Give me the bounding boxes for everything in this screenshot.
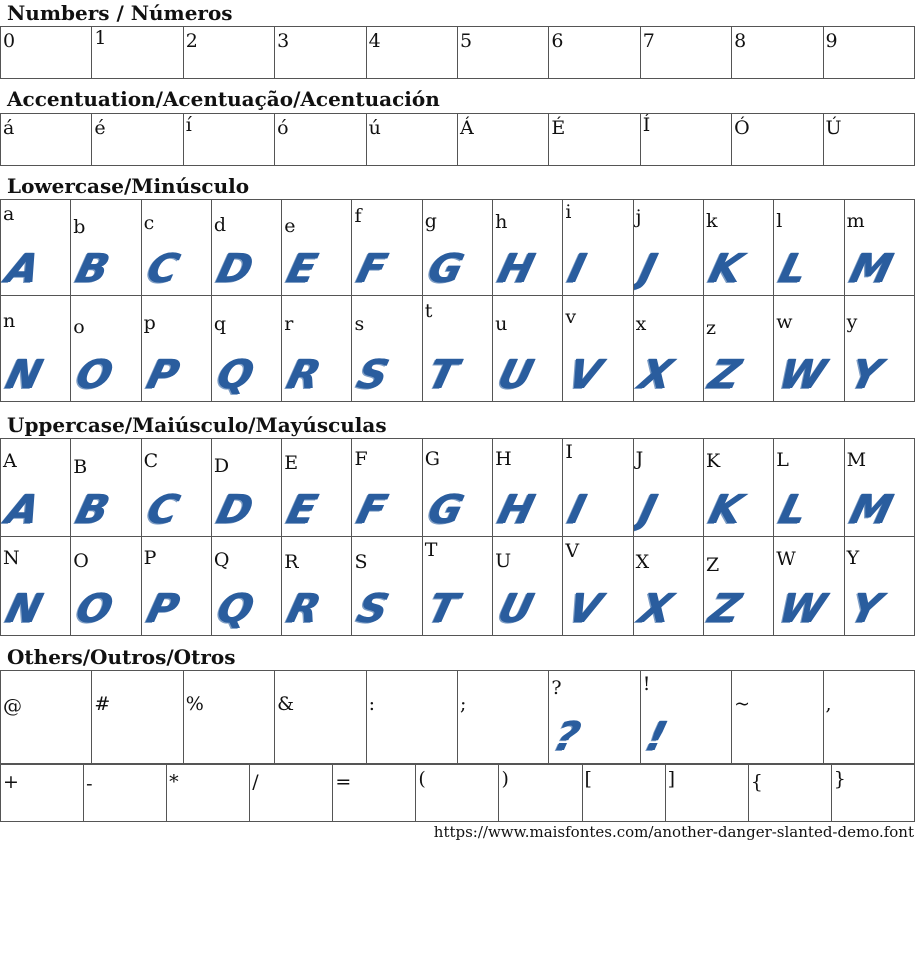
cell-label: Q	[213, 549, 230, 571]
others-table-2	[0, 764, 915, 822]
glyph-cell-accents-3	[183, 114, 274, 166]
cell-label: #	[94, 693, 111, 715]
cell-label: J	[635, 448, 644, 470]
cell-label: X	[635, 551, 650, 573]
cell-label: &	[277, 693, 295, 715]
font-preview-glyph: U	[493, 352, 537, 398]
glyph-cell-uppercase-1	[1, 439, 71, 537]
cell-label: R	[284, 551, 299, 573]
glyph-cell-lowercase-2	[71, 296, 141, 402]
glyph-cell-accents-6	[457, 114, 548, 166]
glyph-cell-lowercase-2	[71, 200, 141, 296]
glyph-cell-others-8	[582, 765, 665, 822]
glyph-cell-uppercase-2	[71, 537, 141, 636]
font-preview-glyph: B	[71, 487, 113, 533]
font-preview-glyph: J	[633, 487, 660, 533]
cell-label: P	[143, 547, 157, 569]
glyph-cell-uppercase-11	[703, 439, 773, 537]
cell-label: K	[705, 450, 721, 472]
font-preview-glyph: C	[141, 246, 182, 292]
glyph-cell-uppercase-4	[211, 439, 281, 537]
glyph-cell-uppercase-11	[703, 537, 773, 636]
cell-label: u	[495, 313, 508, 335]
font-preview-glyph: S	[352, 586, 393, 632]
accents-table	[0, 113, 915, 166]
glyph-cell-others-3	[167, 765, 250, 822]
cell-label: *	[169, 771, 179, 793]
cell-label: -	[86, 773, 93, 795]
glyph-cell-numbers-1	[1, 27, 92, 79]
font-preview-glyph: I	[563, 487, 590, 533]
font-preview-glyph: Z	[704, 586, 744, 632]
cell-label: !	[642, 673, 651, 695]
glyph-cell-accents-8	[640, 114, 731, 166]
font-preview-glyph: R	[282, 352, 324, 398]
glyph-cell-uppercase-4	[211, 537, 281, 636]
cell-label: 7	[642, 30, 655, 52]
cell-label: 4	[368, 30, 381, 52]
font-preview-glyph: ?	[549, 714, 584, 760]
cell-label: D	[213, 455, 230, 477]
font-preview-glyph: D	[212, 246, 256, 292]
glyph-cell-lowercase-4	[211, 200, 281, 296]
glyph-cell-uppercase-10	[633, 439, 703, 537]
cell-label: c	[143, 212, 155, 234]
others-title: Others/Outros/Otros	[7, 645, 236, 669]
cell-label: o	[73, 316, 85, 338]
font-preview-glyph: K	[704, 487, 746, 533]
cell-label: ,	[825, 693, 832, 715]
cell-label: =	[335, 771, 352, 793]
font-preview-glyph: P	[141, 352, 182, 398]
font-preview-glyph: X	[633, 352, 676, 398]
cell-label: b	[73, 216, 86, 238]
cell-label: C	[143, 450, 159, 472]
cell-label: á	[3, 117, 15, 139]
glyph-cell-lowercase-1	[1, 200, 71, 296]
cell-label: (	[418, 768, 426, 790]
cell-label: M	[846, 449, 867, 471]
glyph-cell-numbers-7	[549, 27, 640, 79]
glyph-cell-lowercase-11	[703, 200, 773, 296]
cell-label: F	[354, 448, 368, 470]
font-preview-glyph: R	[282, 586, 324, 632]
glyph-cell-uppercase-12	[774, 537, 844, 636]
cell-label: A	[3, 450, 17, 472]
cell-label: L	[776, 449, 789, 471]
glyph-cell-uppercase-3	[141, 537, 211, 636]
cell-label: T	[424, 539, 438, 561]
glyph-cell-lowercase-3	[141, 296, 211, 402]
cell-label: E	[284, 452, 299, 474]
glyph-cell-accents-5	[366, 114, 457, 166]
cell-label: s	[354, 313, 365, 335]
cell-label: 6	[551, 30, 564, 52]
font-preview-glyph: V	[563, 352, 606, 398]
font-preview-glyph: !	[640, 714, 670, 760]
cell-label: x	[635, 313, 647, 335]
cell-label: 0	[3, 30, 16, 52]
glyph-cell-others-9	[665, 765, 748, 822]
glyph-cell-lowercase-6	[352, 296, 422, 402]
cell-label: í	[185, 114, 192, 136]
cell-label: 8	[734, 30, 747, 52]
glyph-cell-others-3	[183, 671, 274, 764]
glyph-cell-others-10	[823, 671, 914, 764]
font-preview-glyph: Y	[844, 352, 885, 398]
glyph-cell-uppercase-5	[282, 537, 352, 636]
glyph-cell-numbers-8	[640, 27, 731, 79]
numbers-title: Numbers / Números	[7, 1, 233, 25]
cell-label: w	[776, 311, 793, 333]
cell-label: é	[94, 117, 106, 139]
glyph-cell-accents-4	[275, 114, 366, 166]
cell-label: }	[833, 768, 846, 790]
glyph-cell-numbers-9	[732, 27, 823, 79]
cell-label: 9	[825, 30, 838, 52]
cell-label: N	[3, 547, 20, 569]
font-preview-glyph: M	[844, 246, 896, 292]
glyph-cell-accents-2	[92, 114, 183, 166]
glyph-cell-others-2	[92, 671, 183, 764]
cell-label: l	[776, 210, 783, 232]
cell-label: ]	[667, 768, 676, 790]
glyph-cell-lowercase-1	[1, 296, 71, 402]
glyph-cell-uppercase-9	[563, 537, 633, 636]
cell-label: W	[776, 548, 796, 570]
font-preview-glyph: C	[141, 487, 182, 533]
cell-label: q	[213, 313, 227, 335]
glyph-cell-numbers-3	[183, 27, 274, 79]
font-preview-glyph: L	[774, 246, 811, 292]
font-preview-glyph: F	[352, 487, 391, 533]
glyph-cell-others-1	[1, 765, 84, 822]
lowercase-table	[0, 199, 915, 402]
font-preview-glyph: U	[493, 586, 537, 632]
numbers-table	[0, 26, 915, 79]
font-preview-glyph: Z	[704, 352, 744, 398]
glyph-cell-lowercase-3	[141, 200, 211, 296]
font-preview-glyph: X	[633, 586, 676, 632]
cell-label: Ú	[825, 117, 842, 139]
glyph-cell-others-5	[333, 765, 416, 822]
font-preview-glyph: Q	[212, 586, 257, 632]
glyph-cell-lowercase-12	[774, 296, 844, 402]
glyph-cell-lowercase-10	[633, 200, 703, 296]
glyph-cell-lowercase-7	[422, 296, 492, 402]
glyph-cell-numbers-2	[92, 27, 183, 79]
glyph-cell-lowercase-13	[844, 296, 914, 402]
glyph-cell-accents-1	[1, 114, 92, 166]
glyph-cell-uppercase-13	[844, 439, 914, 537]
cell-label: d	[213, 214, 227, 236]
glyph-cell-lowercase-5	[282, 200, 352, 296]
glyph-cell-others-2	[84, 765, 167, 822]
font-preview-glyph: H	[493, 246, 538, 292]
cell-label: Y	[846, 547, 860, 569]
lowercase-title: Lowercase/Minúsculo	[7, 174, 250, 198]
cell-label: j	[635, 206, 642, 228]
glyph-cell-others-8	[640, 671, 731, 764]
font-preview-glyph: H	[493, 487, 538, 533]
font-preview-glyph: Y	[844, 586, 885, 632]
font-preview-glyph: T	[423, 586, 461, 632]
font-preview-glyph: B	[71, 246, 113, 292]
cell-label: %	[185, 693, 204, 715]
cell-label: g	[424, 210, 437, 232]
cell-label: )	[501, 768, 509, 790]
glyph-cell-uppercase-12	[774, 439, 844, 537]
glyph-cell-lowercase-11	[703, 296, 773, 402]
glyph-cell-uppercase-7	[422, 537, 492, 636]
font-preview-glyph: T	[423, 352, 461, 398]
cell-label: e	[284, 215, 296, 237]
cell-label: @	[3, 695, 22, 717]
glyph-cell-uppercase-6	[352, 439, 422, 537]
glyph-cell-uppercase-2	[71, 439, 141, 537]
glyph-cell-uppercase-8	[493, 537, 563, 636]
cell-label: Z	[705, 554, 720, 576]
font-preview-glyph: P	[141, 586, 182, 632]
cell-label: 2	[185, 30, 198, 52]
cell-label: S	[354, 551, 368, 573]
glyph-cell-lowercase-6	[352, 200, 422, 296]
cell-label: U	[495, 550, 512, 572]
glyph-cell-others-1	[1, 671, 92, 764]
glyph-cell-lowercase-9	[563, 296, 633, 402]
glyph-cell-accents-7	[549, 114, 640, 166]
font-preview-glyph: O	[71, 352, 117, 398]
font-preview-glyph: I	[563, 246, 590, 292]
font-preview-glyph: A	[1, 487, 43, 533]
cell-label: z	[705, 317, 716, 339]
cell-label: V	[565, 540, 580, 562]
cell-label: I	[565, 441, 573, 463]
glyph-cell-accents-10	[823, 114, 914, 166]
font-preview-glyph: N	[1, 586, 46, 632]
glyph-cell-lowercase-8	[493, 200, 563, 296]
font-preview-glyph: E	[282, 246, 321, 292]
glyph-cell-numbers-5	[366, 27, 457, 79]
glyph-cell-lowercase-5	[282, 296, 352, 402]
font-preview-glyph: M	[844, 487, 896, 533]
font-preview-glyph: W	[774, 352, 830, 398]
cell-label: H	[495, 448, 512, 470]
font-preview-glyph: L	[774, 487, 811, 533]
cell-label: p	[143, 312, 156, 334]
cell-label: Ó	[734, 117, 750, 139]
glyph-cell-uppercase-5	[282, 439, 352, 537]
glyph-cell-uppercase-3	[141, 439, 211, 537]
cell-label: Á	[459, 117, 474, 139]
font-preview-glyph: J	[633, 246, 660, 292]
glyph-cell-others-9	[732, 671, 823, 764]
cell-label: [	[584, 768, 592, 790]
cell-label: B	[73, 456, 88, 478]
glyph-cell-others-11	[831, 765, 914, 822]
font-preview-glyph: O	[71, 586, 117, 632]
glyph-cell-uppercase-1	[1, 537, 71, 636]
cell-label: ;	[459, 693, 467, 715]
cell-label: /	[252, 771, 259, 793]
cell-label: y	[846, 311, 858, 333]
others-table-1	[0, 670, 915, 764]
cell-label: n	[3, 310, 16, 332]
glyph-cell-others-10	[748, 765, 831, 822]
cell-label: ó	[277, 117, 289, 139]
font-preview-glyph: D	[212, 487, 256, 533]
cell-label: k	[705, 210, 718, 232]
glyph-cell-lowercase-8	[493, 296, 563, 402]
glyph-cell-uppercase-7	[422, 439, 492, 537]
font-preview-glyph: A	[1, 246, 43, 292]
glyph-cell-lowercase-9	[563, 200, 633, 296]
uppercase-title: Uppercase/Maiúsculo/Mayúsculas	[7, 413, 387, 437]
glyph-cell-others-4	[250, 765, 333, 822]
cell-label: ~	[734, 693, 751, 715]
glyph-cell-uppercase-9	[563, 439, 633, 537]
glyph-cell-numbers-6	[457, 27, 548, 79]
glyph-cell-lowercase-4	[211, 296, 281, 402]
cell-label: v	[565, 306, 577, 328]
cell-label: ú	[368, 117, 381, 139]
font-preview-glyph: S	[352, 352, 393, 398]
glyph-cell-lowercase-13	[844, 200, 914, 296]
font-preview-glyph: N	[1, 352, 46, 398]
glyph-cell-others-6	[416, 765, 499, 822]
cell-label: Í	[642, 114, 651, 136]
cell-label: h	[495, 211, 508, 233]
glyph-cell-uppercase-13	[844, 537, 914, 636]
glyph-cell-others-4	[275, 671, 366, 764]
glyph-cell-lowercase-12	[774, 200, 844, 296]
glyph-cell-others-6	[457, 671, 548, 764]
cell-label: r	[284, 313, 294, 335]
cell-label: {	[750, 771, 763, 793]
glyph-cell-uppercase-10	[633, 537, 703, 636]
glyph-cell-lowercase-7	[422, 200, 492, 296]
cell-label: f	[354, 205, 362, 227]
cell-label: O	[73, 550, 89, 572]
font-preview-glyph: F	[352, 246, 391, 292]
cell-label: a	[3, 203, 15, 225]
glyph-cell-uppercase-6	[352, 537, 422, 636]
cell-label: G	[424, 448, 440, 470]
font-preview-glyph: W	[774, 586, 830, 632]
glyph-cell-numbers-4	[275, 27, 366, 79]
accents-title: Accentuation/Acentuação/Acentuación	[7, 87, 440, 111]
font-preview-glyph: G	[423, 487, 467, 533]
glyph-cell-others-5	[366, 671, 457, 764]
cell-label: ?	[551, 677, 562, 699]
glyph-cell-lowercase-10	[633, 296, 703, 402]
cell-label: 5	[459, 30, 473, 52]
cell-label: 3	[277, 30, 290, 52]
glyph-cell-numbers-10	[823, 27, 914, 79]
cell-label: i	[565, 201, 572, 223]
font-preview-glyph: K	[704, 246, 746, 292]
glyph-cell-others-7	[549, 671, 640, 764]
font-preview-glyph: G	[423, 246, 467, 292]
glyph-cell-others-7	[499, 765, 582, 822]
cell-label: +	[3, 771, 19, 793]
glyph-cell-accents-9	[732, 114, 823, 166]
cell-label: m	[846, 210, 865, 232]
source-url[interactable]: https://www.maisfontes.com/another-danger-slanted-demo.font	[433, 823, 914, 841]
uppercase-table	[0, 438, 915, 636]
font-preview-glyph: Q	[212, 352, 257, 398]
font-preview-glyph: V	[563, 586, 606, 632]
cell-label: É	[551, 117, 566, 139]
glyph-cell-uppercase-8	[493, 439, 563, 537]
cell-label: t	[424, 300, 433, 322]
cell-label: :	[368, 693, 375, 715]
font-preview-glyph: E	[282, 487, 321, 533]
cell-label: 1	[94, 27, 107, 49]
